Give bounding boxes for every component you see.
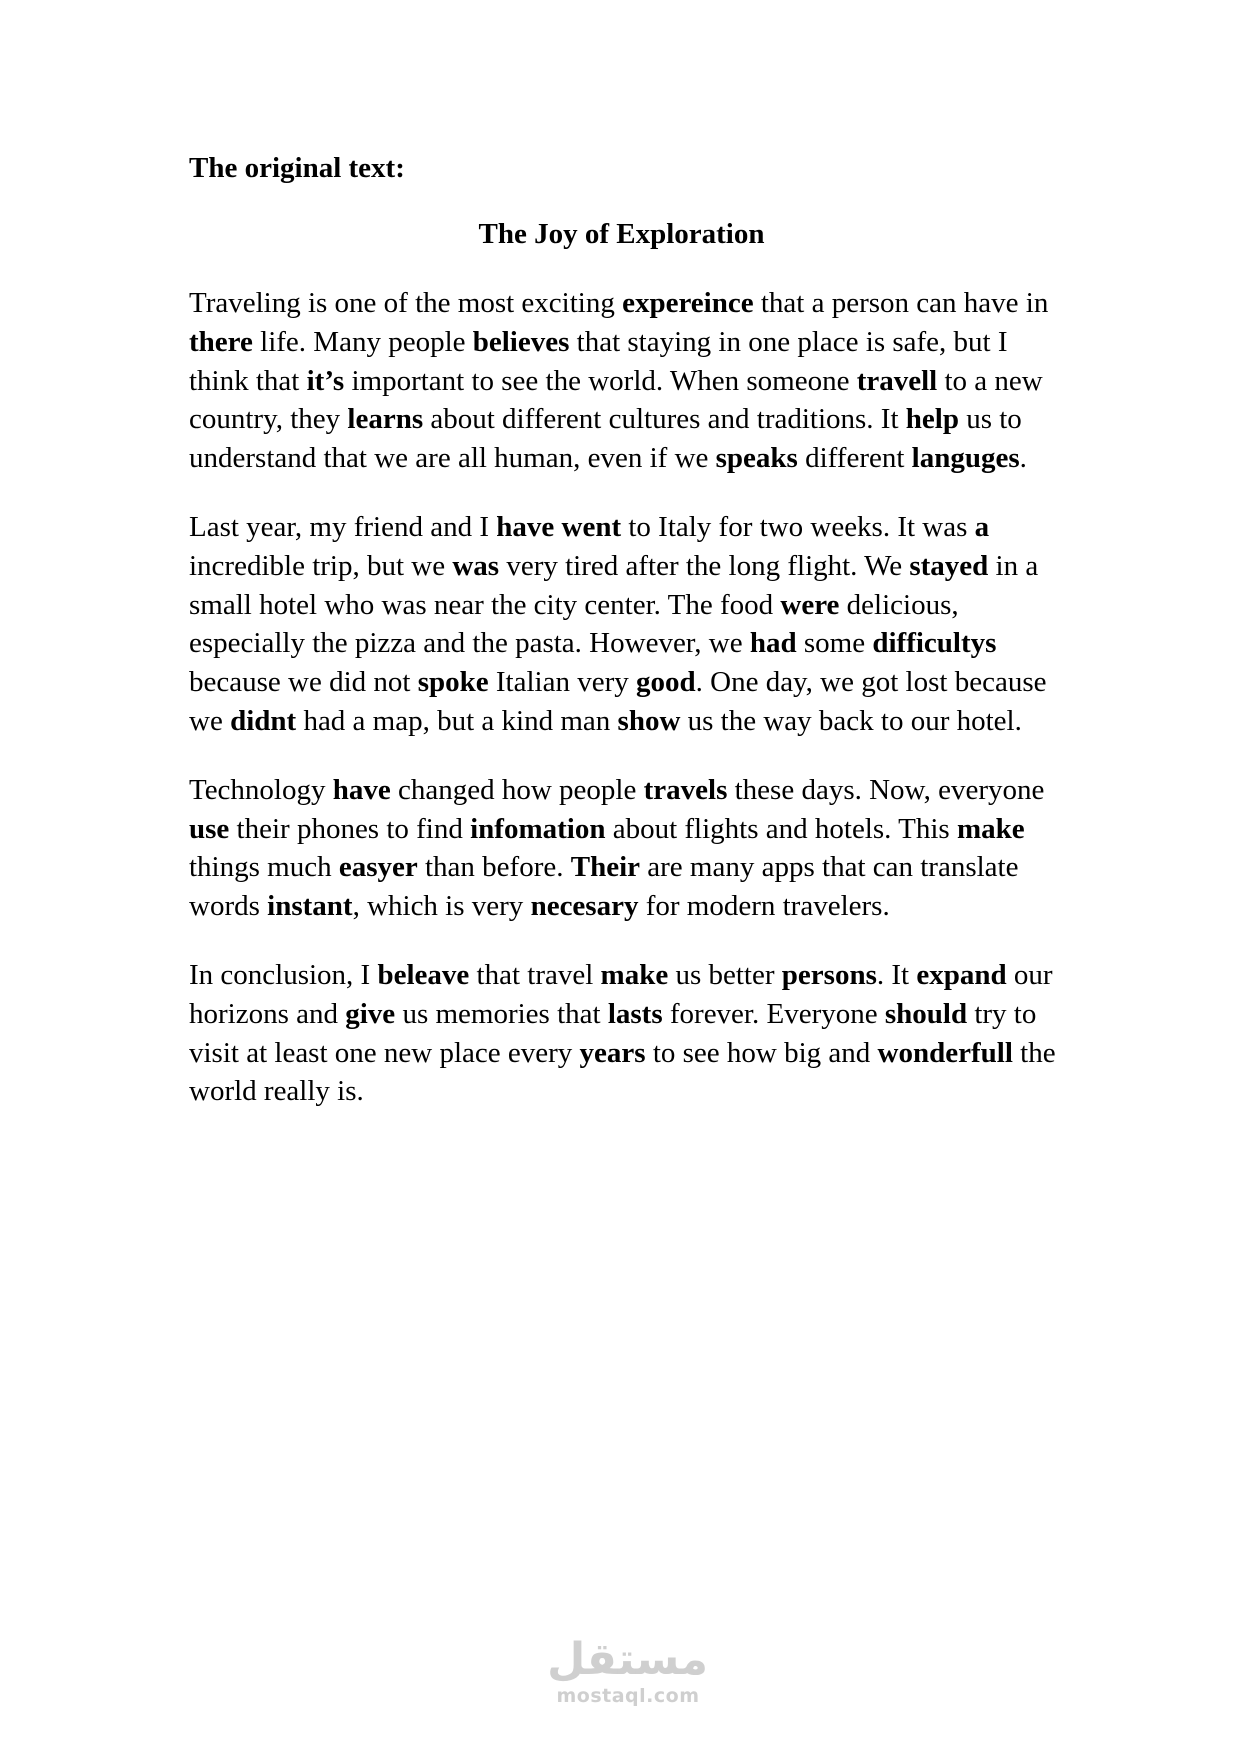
- paragraph-4: [189, 956, 1069, 1111]
- bold-word: travell: [856, 364, 938, 397]
- document-title: The Joy of Exploration: [478, 218, 765, 250]
- bold-word: didnt: [230, 704, 297, 737]
- text-run: Italian very: [488, 666, 636, 699]
- document-content: [189, 150, 1069, 1111]
- text-run: very tired after the long flight. We: [499, 549, 910, 582]
- bold-word: were: [780, 588, 840, 621]
- bold-word: difficultys: [872, 627, 997, 660]
- text-run: , which is very: [352, 890, 531, 923]
- bold-word: Their: [570, 851, 641, 884]
- text-run: to see how big and: [645, 1036, 878, 1069]
- bold-word: necesary: [530, 890, 639, 923]
- text-run: delicious, especially the pizza and the pasta. However, we: [189, 588, 959, 660]
- text-run: are many apps that can translate words: [189, 851, 1019, 923]
- text-run: . It: [876, 958, 917, 991]
- text-run: us better: [668, 958, 782, 991]
- text-run: .: [1019, 442, 1027, 475]
- bold-word: stayed: [909, 549, 989, 582]
- text-run: their phones to find: [229, 812, 471, 845]
- bold-word: make: [956, 812, 1025, 845]
- bold-word: infomation: [470, 812, 606, 845]
- text-run: about flights and hotels. This: [605, 812, 957, 845]
- text-run: forever. Everyone: [662, 997, 885, 1030]
- bold-word: make: [600, 958, 669, 991]
- section-heading: The original text:: [189, 152, 405, 184]
- text-run: our horizons and: [189, 958, 1053, 1030]
- text-run: to Italy for two weeks. It was: [621, 510, 975, 543]
- text-run: try to visit at least one new place every: [189, 997, 1037, 1069]
- bold-word: good: [635, 666, 696, 699]
- text-run: about different cultures and traditions. It: [423, 403, 906, 436]
- bold-word: expand: [916, 958, 1007, 991]
- bold-word: use: [189, 812, 230, 845]
- text-run: In conclusion, I: [189, 958, 378, 991]
- bold-word: expereince: [622, 287, 754, 319]
- mostaql-watermark: [548, 1635, 708, 1725]
- bold-word: there: [189, 325, 253, 358]
- text-run: Traveling is one of the most exciting: [189, 287, 623, 319]
- watermark-site-text: mostaql.com: [556, 1685, 700, 1707]
- text-run: had a map, but a kind man: [296, 704, 618, 737]
- text-run: things much: [189, 851, 339, 884]
- text-run: the world really is.: [189, 1036, 1056, 1108]
- text-run: important to see the world. When someone: [344, 364, 857, 397]
- bold-word: should: [884, 997, 968, 1030]
- text-run: than before.: [417, 851, 571, 884]
- bold-word: believes: [472, 325, 570, 358]
- bold-word: easyer: [338, 851, 418, 884]
- text-run: different: [797, 442, 912, 475]
- text-run: because we did not: [189, 666, 418, 699]
- text-run: that travel: [469, 958, 601, 991]
- bold-word: instant: [267, 890, 353, 923]
- bold-word: help: [905, 403, 959, 436]
- bold-word: have: [332, 773, 391, 806]
- bold-word: beleave: [377, 958, 470, 991]
- bold-word: years: [579, 1036, 646, 1069]
- bold-word: have went: [496, 510, 622, 543]
- text-run: that staying in one place is safe, but I think that: [189, 325, 1008, 397]
- text-run: us to understand that we are all human, even if we: [189, 403, 1022, 475]
- text-run: in a small hotel who was near the city center. The food: [189, 549, 1039, 621]
- paragraph-1: [189, 284, 1069, 478]
- text-run: incredible trip, but we: [189, 549, 453, 582]
- bold-word: was: [452, 549, 500, 582]
- bold-word: lasts: [607, 997, 663, 1030]
- watermark-logo: مستقل: [547, 1634, 708, 1685]
- bold-word: show: [617, 704, 681, 737]
- text-run: to a new country, they: [189, 364, 1043, 436]
- text-run: these days. Now, everyone: [727, 773, 1045, 806]
- text-run: us the way back to our hotel.: [680, 704, 1022, 737]
- bold-word: spoke: [417, 666, 489, 699]
- text-run: that a person can have in: [753, 287, 1049, 319]
- bold-word: learns: [347, 403, 424, 436]
- paragraph-2: [189, 508, 1069, 741]
- bold-word: persons: [781, 958, 877, 991]
- text-run: some: [796, 627, 873, 660]
- text-run: changed how people: [390, 773, 644, 806]
- bold-word: a: [974, 510, 990, 543]
- bold-word: wonderfull: [877, 1036, 1013, 1069]
- text-run: life. Many people: [252, 325, 473, 358]
- text-run: . One day, we got lost because we: [189, 666, 1047, 737]
- bold-word: travels: [643, 773, 728, 806]
- paragraph-3: [189, 771, 1069, 926]
- text-run: for modern travelers.: [638, 890, 890, 923]
- bold-word: speaks: [715, 442, 798, 475]
- text-run: Technology: [189, 773, 333, 806]
- bold-word: it’s: [306, 364, 345, 397]
- text-run: Last year, my friend and I: [189, 510, 497, 543]
- bold-word: languges: [911, 442, 1020, 475]
- bold-word: give: [345, 997, 396, 1030]
- bold-word: had: [749, 627, 797, 660]
- text-run: us memories that: [395, 997, 608, 1030]
